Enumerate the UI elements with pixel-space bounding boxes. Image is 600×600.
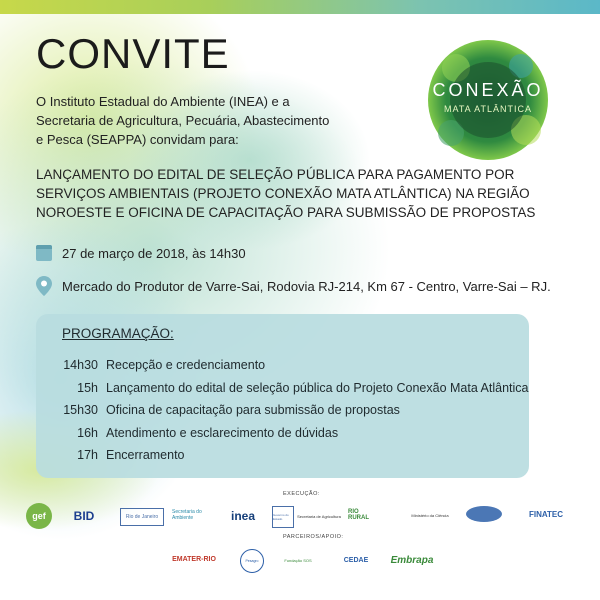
location-row (36, 276, 551, 296)
location-pin-icon (36, 276, 52, 296)
program-schedule (36, 354, 529, 467)
ministerio-ciencia-logo: Ministério da Ciência (411, 512, 449, 518)
governo-estado-logo: Governo do Estado (272, 506, 294, 528)
rio-de-janeiro-logo: Rio de Janeiro (120, 508, 164, 526)
schedule-activity: Recepção e credenciamento (106, 358, 266, 373)
inea-logo: inea (230, 509, 255, 523)
emater-rio-logo: EMATER-RIO (172, 555, 216, 563)
execution-label: EXECUÇÃO: (283, 491, 320, 497)
event-location: Mercado do Produtor de Varre-Sai, Rodovia RJ-214, Km 67 - Centro, Varre-Sai – RJ. (62, 278, 551, 294)
logo-line1: CONEXÃO (432, 80, 544, 100)
schedule-row (36, 399, 529, 422)
bid-logo: BID (73, 509, 95, 523)
secretaria-ambiente-logo: Secretaria do Ambiente (172, 509, 202, 521)
program-title: PROGRAMAÇÃO: (62, 326, 174, 341)
schedule-activity: Atendimento e esclarecimento de dúvidas (106, 425, 339, 440)
schedule-activity: Oficina de capacitação para submissão de propostas (106, 403, 400, 418)
cedae-logo: CEDAE (343, 556, 369, 564)
schedule-time: 14h30 (63, 358, 98, 373)
secretaria-agricultura-logo: Secretaria de Agricultura (297, 513, 341, 519)
schedule-activity: Encerramento (106, 448, 185, 463)
schedule-time: 16h (77, 425, 98, 440)
schedule-row (36, 444, 529, 467)
agency-logo (466, 506, 502, 522)
date-row (36, 245, 246, 261)
event-date: 27 de março de 2018, às 14h30 (62, 245, 246, 261)
event-headline: LANÇAMENTO DO EDITAL DE SELEÇÃO PÚBLICA PARA PAGAMENTO POR SERVIÇOS AMBIENTAIS (PROJETO CONEXÃO MATA ATLÂNTICA) NA REGIÃO NOROESTE E OFICINA DE CAPACITAÇÃO PARA SUBMISSÃO DE PROPOSTAS (36, 167, 536, 220)
pesagro-logo: Pesagro (240, 549, 264, 573)
gef-logo: gef (26, 503, 52, 529)
schedule-row (36, 354, 529, 377)
schedule-row (36, 377, 529, 400)
logo-line2: MATA ATLÂNTICA (443, 104, 532, 114)
invitation-title: CONVITE (36, 30, 230, 77)
embrapa-logo: Embrapa (390, 554, 434, 566)
intro-text: O Instituto Estadual do Ambiente (INEA) e a Secretaria de Agricultura, Pecuária, Abastecimento e Pesca (SEAPPA) convidam para: (36, 94, 330, 147)
schedule-activity: Lançamento do edital de seleção pública do Projeto Conexão Mata Atlântica (106, 380, 529, 395)
finatec-logo: FINATEC (528, 509, 564, 519)
schedule-time: 15h (77, 380, 98, 395)
calendar-icon (36, 245, 52, 261)
schedule-time: 17h (77, 448, 98, 463)
top-color-bar (0, 0, 600, 14)
rio-rural-logo: RIO RURAL (348, 509, 369, 521)
fundacao-sos-logo: Fundação SOS (284, 557, 312, 563)
partners-label: PARCEIROS/APOIO: (283, 534, 344, 540)
schedule-row (36, 422, 529, 445)
schedule-time: 15h30 (63, 403, 98, 418)
